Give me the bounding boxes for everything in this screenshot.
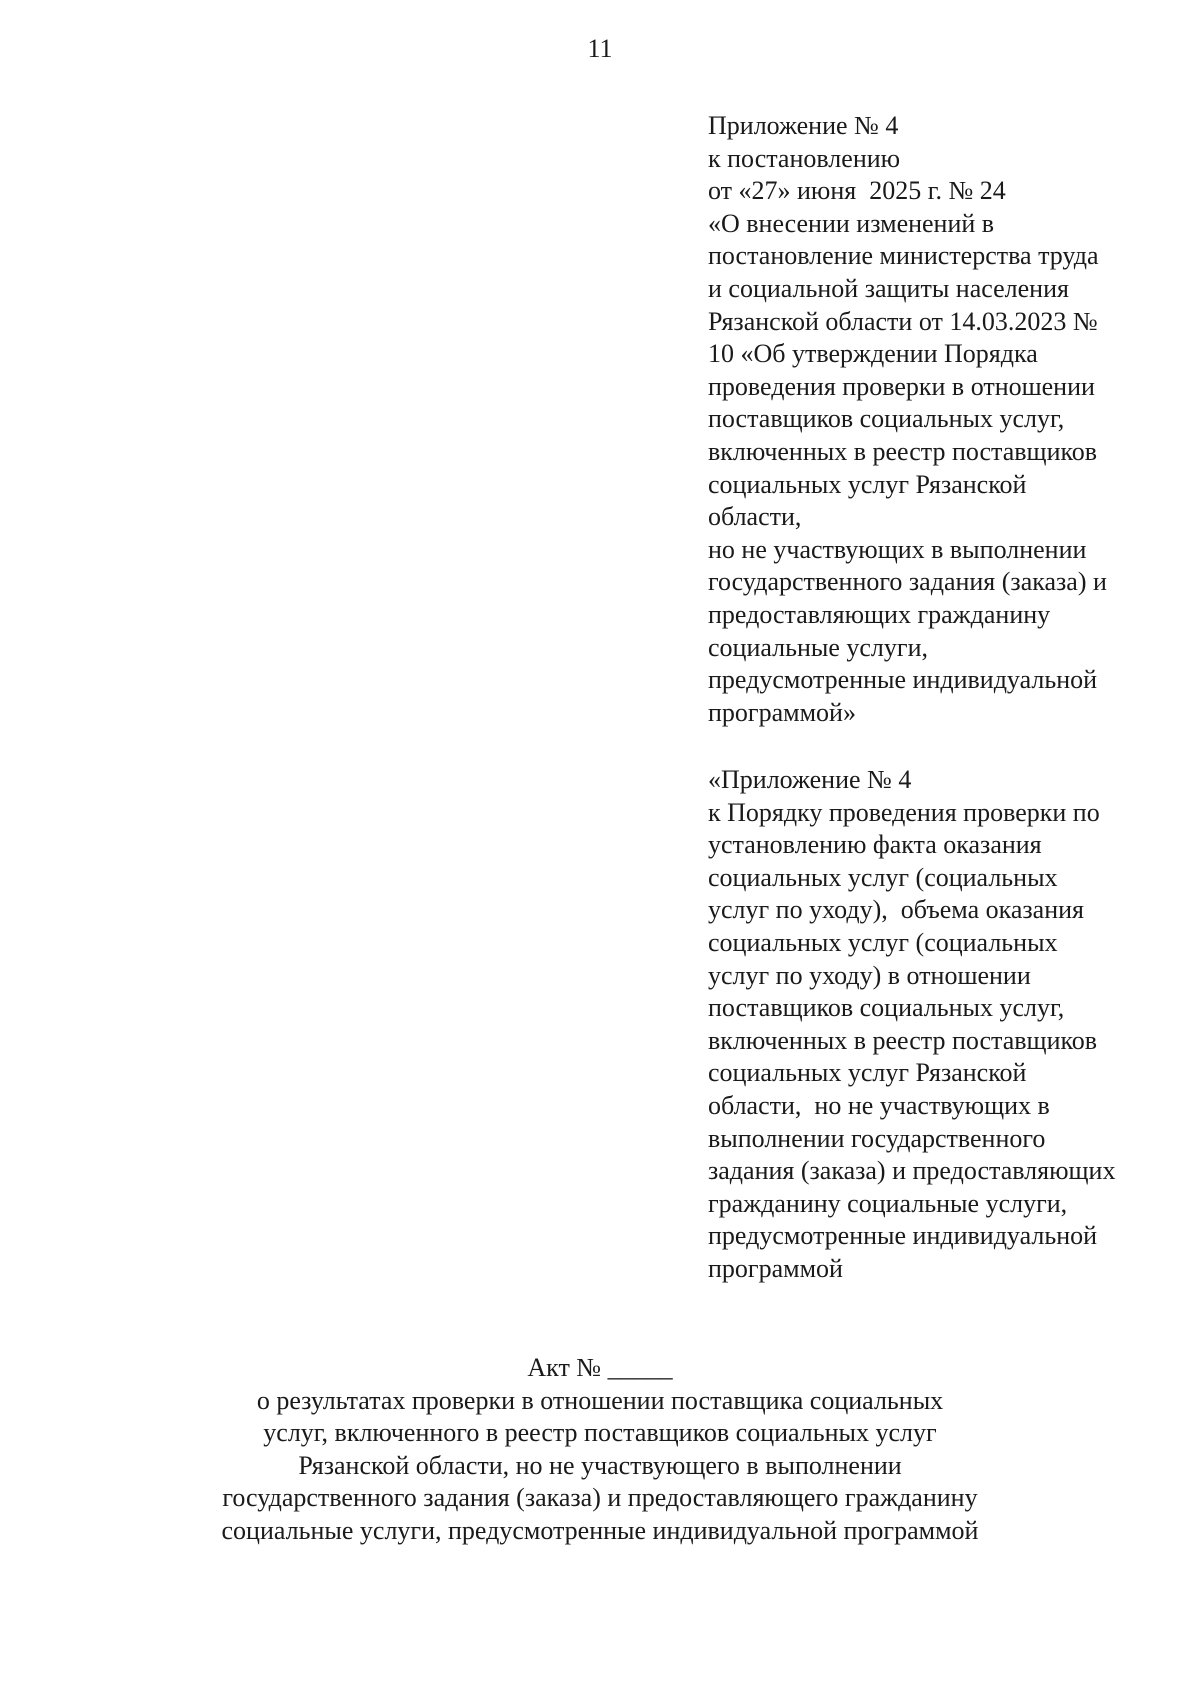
appendix-line: предоставляющих гражданину (708, 599, 1051, 629)
act-subtitle-line: о результатах проверки в отношении поставщика социальных (256, 1385, 944, 1415)
appendix-line: от «27» июня 2025 г. № 24 (708, 176, 1006, 206)
appendix-line: постановление министерства труда (708, 241, 1099, 271)
page-number: 11 (587, 34, 613, 63)
appendix-line: социальных услуг (социальных (708, 862, 1058, 892)
appendix-line: «Приложение № 4 (708, 765, 912, 794)
appendix-line: проведения проверки в отношении (708, 371, 1095, 401)
appendix-line: и социальной защиты населения (708, 273, 1069, 303)
act-subtitle-line: услуг, включенного в реестр поставщиков социальных услуг (263, 1418, 937, 1447)
appendix-to-procedure (708, 764, 1178, 1286)
appendix-line: но не участвующих в выполнении (708, 534, 1087, 564)
appendix-line: к Порядку проведения проверки по (708, 797, 1100, 827)
appendix-line: предусмотренные индивидуальной (708, 1221, 1098, 1251)
appendix-line: области, но не участвующих в (708, 1090, 1050, 1120)
appendix-line: включенных в реестр поставщиков (708, 1025, 1098, 1055)
act-title: Акт № _____ (527, 1353, 673, 1382)
appendix-line: поставщиков социальных услуг, (708, 993, 1065, 1023)
act-heading (0, 1352, 1200, 1547)
act-subtitle-line: Рязанской области, но не участвующего в выполнении (298, 1450, 902, 1480)
appendix-line: социальные услуги, (708, 632, 928, 662)
appendix-line: Рязанской области от 14.03.2023 № (708, 306, 1098, 336)
appendix-line: предусмотренные индивидуальной (708, 665, 1098, 695)
appendix-line: выполнении государственного (708, 1123, 1046, 1153)
appendix-line: государственного задания (заказа) и (708, 567, 1107, 597)
appendix-line: 10 «Об утверждении Порядка (708, 339, 1038, 369)
appendix-line: услуг по уходу) в отношении (708, 960, 1031, 990)
appendix-line: «О внесении изменений в (708, 208, 995, 238)
appendix-to-resolution (708, 110, 1178, 729)
appendix-line: установлению факта оказания (708, 830, 1042, 860)
appendix-line: задания (заказа) и предоставляющих (708, 1156, 1116, 1186)
appendix-line: услуг по уходу), объема оказания (708, 895, 1084, 925)
appendix-line: социальных услуг Рязанской (708, 469, 1027, 499)
appendix-line: Приложение № 4 (708, 111, 899, 140)
act-subtitle-line: социальные услуги, предусмотренные индивидуальной программой (221, 1515, 979, 1545)
appendix-line: области, (708, 502, 802, 532)
appendix-line: гражданину социальные услуги, (708, 1188, 1068, 1218)
appendix-line: программой» (708, 697, 856, 727)
appendix-line: к постановлению (708, 143, 901, 173)
appendix-line: социальных услуг Рязанской (708, 1058, 1027, 1088)
appendix-line: поставщиков социальных услуг, (708, 404, 1065, 434)
appendix-line: включенных в реестр поставщиков (708, 436, 1098, 466)
act-subtitle-line: государственного задания (заказа) и предоставляющего гражданину (222, 1483, 978, 1512)
appendix-line: программой (708, 1253, 843, 1283)
appendix-line: социальных услуг (социальных (708, 927, 1058, 957)
